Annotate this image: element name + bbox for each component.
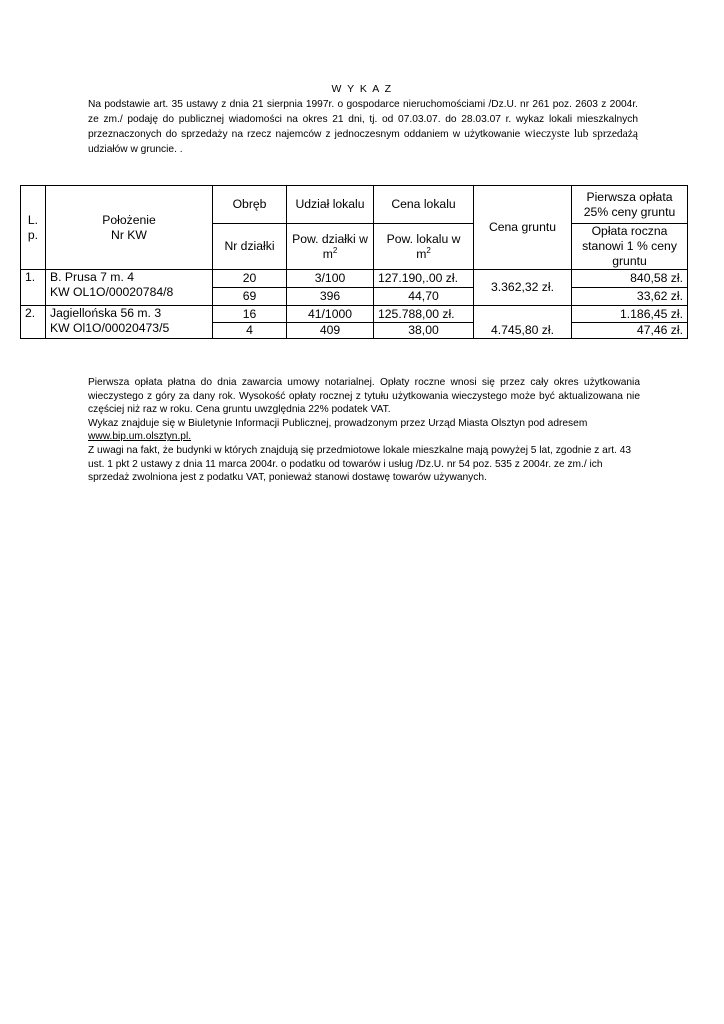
row2-nr-dzialki: 4 <box>213 323 287 339</box>
row2-lp: 2. <box>21 306 46 339</box>
intro-serif-text: wieczyste lub sprzedażą <box>524 128 638 140</box>
row2-pow-dzialki: 409 <box>287 323 374 339</box>
row2-oplata-roczna: 47,46 zł. <box>572 323 688 339</box>
row2-udzial: 41/1000 <box>287 306 374 323</box>
intro-text-part2: udziałów w gruncie. . <box>88 143 183 155</box>
bip-link[interactable]: www.bip.um.olsztyn.pl. <box>88 431 192 443</box>
row1-oplata-roczna: 33,62 zł. <box>572 288 688 306</box>
row2-address: Jagiellońska 56 m. 3 <box>50 306 162 320</box>
notes-publication-text: Wykaz znajduje się w Biuletynie Informacji Publicznej, prowadzonym przez Urząd Miasta Olsztyn pod adresem <box>88 417 588 429</box>
header-udzial-lokalu: Udział lokalu <box>287 186 374 224</box>
notes-payment-paragraph: Pierwsza opłata płatna do dnia zawarcia umowy notarialnej. Opłaty roczne wnosi się przez cały okres użytkowania wieczystego z góry za dany rok. Wysokość opłaty rocznej z tytułu użytkowania wieczystego może być aktualizowana nie częściej niż raz w roku. Cena gruntu uwzględnia 22% podatek VAT. <box>88 377 640 416</box>
notes-vat-paragraph: Z uwagi na fakt, że budynki w których znajdują się przedmiotowe lokale mieszkalne mają powyżej 5 lat, zgodnie z art. 43 ust. 1 pkt 2 ustawy z dnia 11 marca 2004r. o podatku od towarów i usług /Dz.U. nr 54 poz. 535 z 2004r. ze zm./ ich sprzedaż zwolniona jest z podatku VAT, ponieważ stanowi dostawę towarów używanych. <box>88 444 632 484</box>
intro-paragraph <box>88 98 638 157</box>
header-pow-dzialki-label: Pow. działki w m <box>292 231 368 261</box>
row2-pow-lokalu: 38,00 <box>374 323 474 339</box>
row1-udzial: 3/100 <box>287 270 374 288</box>
header-pierwsza-oplata: Pierwsza opłata 25% ceny gruntu <box>572 186 688 224</box>
header-cena-lokalu: Cena lokalu <box>374 186 474 224</box>
header-pow-lokalu-sup: 2 <box>426 245 431 255</box>
header-pow-lokalu <box>374 224 474 270</box>
header-pow-dzialki <box>287 224 374 270</box>
row1-lp: 1. <box>21 270 46 306</box>
row2-kw: KW Ol1O/00020473/5 <box>50 321 170 335</box>
row1-pierwsza-oplata: 840,58 zł. <box>572 270 688 288</box>
header-nr-dzialki: Nr działki <box>213 224 287 270</box>
row1-pow-lokalu: 44,70 <box>374 288 474 306</box>
row1-cena-lokalu: 127.190,.00 zł. <box>374 270 474 288</box>
row2-pierwsza-oplata: 1.186,45 zł. <box>572 306 688 323</box>
row1-pow-dzialki: 396 <box>287 288 374 306</box>
header-nr-kw-label: Nr KW <box>111 227 147 242</box>
header-cena-gruntu: Cena gruntu <box>474 186 572 270</box>
row1-kw: KW OL1O/00020784/8 <box>50 285 174 299</box>
row2-obreb: 16 <box>213 306 287 323</box>
intro-text-part1: Na podstawie art. 35 ustawy z dnia 21 sierpnia 1997r. o gospodarce nieruchomościami /Dz.U. nr 261 poz. 2603 z 2004r. ze zm./ podaję do publicznej wiadomości na okres 21 dni, tj. od 07.03.07. do 28.03.07 r. wykaz lokali mieszkalnych przeznaczonych do sprzedaży na rzecz najemców z jednoczesnym oddaniem w użytkowanie <box>88 99 638 140</box>
header-pow-dzialki-sup: 2 <box>332 245 338 255</box>
row1-polozenie <box>46 270 213 306</box>
row2-polozenie <box>46 306 213 339</box>
property-table <box>20 185 688 339</box>
header-lp-bottom: p. <box>27 227 39 242</box>
header-lp <box>21 186 46 270</box>
row2-cena-gruntu: 4.745,80 zł. <box>474 306 572 339</box>
header-oplata-roczna: Opłata roczna stanowi 1 % ceny gruntu <box>572 224 688 270</box>
row1-obreb: 20 <box>213 270 287 288</box>
row1-address: B. Prusa 7 m. 4 <box>50 270 134 284</box>
row1-nr-dzialki: 69 <box>213 288 287 306</box>
header-polozenie-label: Położenie <box>102 212 156 227</box>
row2-cena-lokalu: 125.788,00 zł. <box>374 306 474 323</box>
header-polozenie <box>46 186 213 270</box>
header-pow-lokalu-label: Pow. lokalu w m <box>386 231 461 261</box>
row1-cena-gruntu: 3.362,32 zł. <box>474 270 572 306</box>
header-obreb: Obręb <box>213 186 287 224</box>
notes-publication-paragraph <box>88 417 640 431</box>
document-title: W Y K A Z <box>331 83 393 95</box>
header-lp-top: L. <box>27 212 39 227</box>
notes-section <box>88 376 640 485</box>
